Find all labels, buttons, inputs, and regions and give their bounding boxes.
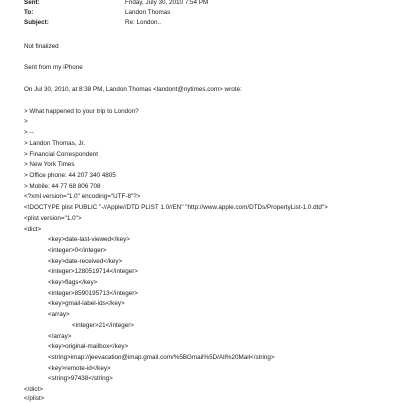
header-sent-label: Sent: — [24, 0, 40, 6]
header-to-value: Landon Thomas — [125, 9, 171, 16]
header-to — [24, 9, 170, 17]
xml-line-10: <integer>8590195713</integer> — [48, 290, 138, 297]
quote-line-2: > — [24, 118, 28, 125]
xml-line-3: <plist version="1.0"> — [24, 215, 82, 222]
xml-line-8: <integer>1280519714</integer> — [48, 268, 138, 275]
body-line-attribution: On Jul 30, 2010, at 8:38 PM, Landon Thomas <landont@nytimes.com> wrote: — [24, 86, 242, 93]
xml-line-18: <string>97438</string> — [48, 375, 113, 382]
xml-line-5: <key>date-last-viewed</key> — [48, 236, 130, 243]
quote-line-4: > Landon Thomas, Jr. — [24, 140, 85, 147]
xml-line-12: <array> — [48, 311, 70, 318]
xml-line-14: </array> — [48, 333, 72, 340]
header-subject-label: Subject: — [24, 19, 49, 26]
xml-line-4: <dict> — [24, 226, 42, 233]
xml-line-15: <key>original-mailbox</key> — [48, 343, 129, 350]
header-subject-value: Re: London.. — [125, 19, 162, 26]
xml-line-1: <?xml version="1.0" encoding="UTF-8"?> — [24, 193, 141, 200]
quote-line-6: > New York Times — [24, 161, 75, 168]
xml-line-7: <key>date-received</key> — [48, 258, 123, 265]
body-line-sent-from: Sent from my iPhone — [24, 64, 83, 71]
xml-line-11: <key>gmail-label-ids</key> — [48, 300, 125, 307]
xml-line-6: <integer>0</integer> — [48, 247, 107, 254]
xml-line-20: </plist> — [24, 395, 45, 402]
xml-line-9: <key>flags</key> — [48, 279, 98, 286]
body-line-not-finalized: Not finalized — [24, 43, 59, 50]
quote-line-3: > -- — [24, 129, 34, 136]
header-sent-value: Friday, July 30, 2010 7:54 PM — [125, 0, 209, 6]
header-sent — [24, 0, 208, 7]
xml-line-16: <string>imap://jeevacation@imap.gmail.com/%5BGmail%5D/All%20Mail</string> — [48, 354, 275, 361]
header-subject — [24, 19, 161, 27]
quote-line-7: > Office phone: 44 207 340 4805 — [24, 172, 116, 179]
xml-line-17: <key>remote-id</key> — [48, 365, 111, 372]
xml-line-2: <!DOCTYPE plist PUBLIC "-//Apple//DTD PLIST 1.0//EN" "http://www.apple.com/DTDs/PropertyList-1.0.dtd"> — [24, 204, 328, 211]
xml-line-19: </dict> — [24, 386, 43, 393]
quote-line-1: > What happened to your trip to London? — [24, 108, 139, 115]
quote-line-5: > Financial Correspondent — [24, 151, 99, 158]
header-to-label: To: — [24, 9, 34, 16]
xml-line-13: <integer>21</integer> — [72, 322, 134, 329]
quote-line-8: > Mobile: 44 77 68 806 708 — [24, 183, 101, 190]
